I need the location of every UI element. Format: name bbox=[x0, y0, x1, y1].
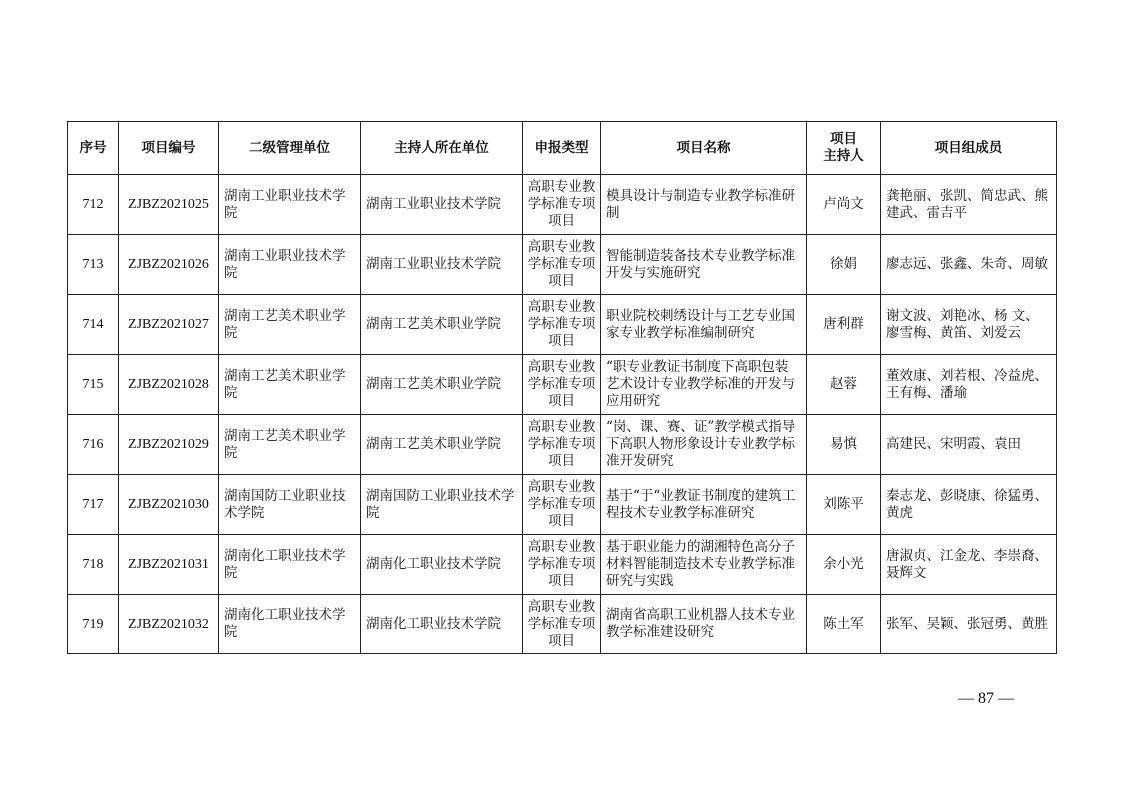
cell-host: 余小光 bbox=[807, 535, 881, 595]
cell-name: 湖南省高职工业机器人技术专业教学标准建设研究 bbox=[601, 595, 807, 654]
cell-mgmt-unit: 湖南国防工业职业技术学院 bbox=[219, 475, 361, 535]
cell-type: 高职专业教学标准专项项目 bbox=[523, 175, 601, 235]
header-seq: 序号 bbox=[68, 122, 119, 175]
cell-name: 职业院校刺绣设计与工艺专业国家专业教学标准编制研究 bbox=[601, 295, 807, 355]
cell-mgmt-unit: 湖南工艺美术职业学院 bbox=[219, 295, 361, 355]
cell-members: 唐淑贞、江金龙、李崇裔、聂辉文 bbox=[881, 535, 1057, 595]
cell-name: 基于职业能力的湖湘特色高分子材料智能制造技术专业教学标准研究与实践 bbox=[601, 535, 807, 595]
cell-type: 高职专业教学标准专项项目 bbox=[523, 535, 601, 595]
header-host-unit: 主持人所在单位 bbox=[361, 122, 523, 175]
header-name: 项目名称 bbox=[601, 122, 807, 175]
cell-code: ZJBZ2021025 bbox=[119, 175, 219, 235]
cell-code: ZJBZ2021032 bbox=[119, 595, 219, 654]
cell-code: ZJBZ2021029 bbox=[119, 415, 219, 475]
cell-type: 高职专业教学标准专项项目 bbox=[523, 595, 601, 654]
cell-members: 廖志远、张鑫、朱奇、周敏 bbox=[881, 235, 1057, 295]
cell-mgmt-unit: 湖南工艺美术职业学院 bbox=[219, 355, 361, 415]
cell-host-unit: 湖南化工职业技术学院 bbox=[361, 595, 523, 654]
cell-name: 模具设计与制造专业教学标准研制 bbox=[601, 175, 807, 235]
table-row bbox=[68, 475, 1057, 535]
cell-members: 张军、吴颖、张冠勇、黄胜 bbox=[881, 595, 1057, 654]
cell-type: 高职专业教学标准专项项目 bbox=[523, 235, 601, 295]
cell-mgmt-unit: 湖南化工职业技术学院 bbox=[219, 595, 361, 654]
cell-host-unit: 湖南化工职业技术学院 bbox=[361, 535, 523, 595]
header-code: 项目编号 bbox=[119, 122, 219, 175]
table-row bbox=[68, 175, 1057, 235]
table-row bbox=[68, 535, 1057, 595]
table-row bbox=[68, 355, 1057, 415]
cell-seq: 713 bbox=[68, 235, 119, 295]
cell-members: 谢文波、刘艳冰、杨 文、廖雪梅、黄笛、刘爱云 bbox=[881, 295, 1057, 355]
cell-host: 唐利群 bbox=[807, 295, 881, 355]
cell-type: 高职专业教学标准专项项目 bbox=[523, 355, 601, 415]
page-number: — 87 — bbox=[958, 690, 1014, 707]
cell-host-unit: 湖南工业职业技术学院 bbox=[361, 175, 523, 235]
table-row bbox=[68, 235, 1057, 295]
table-row bbox=[68, 595, 1057, 654]
cell-host: 卢尚文 bbox=[807, 175, 881, 235]
cell-seq: 718 bbox=[68, 535, 119, 595]
table-row bbox=[68, 295, 1057, 355]
cell-host-unit: 湖南工艺美术职业学院 bbox=[361, 355, 523, 415]
cell-code: ZJBZ2021030 bbox=[119, 475, 219, 535]
cell-code: ZJBZ2021031 bbox=[119, 535, 219, 595]
cell-type: 高职专业教学标准专项项目 bbox=[523, 415, 601, 475]
cell-host: 陈土军 bbox=[807, 595, 881, 654]
header-type: 申报类型 bbox=[523, 122, 601, 175]
cell-host: 刘陈平 bbox=[807, 475, 881, 535]
project-table bbox=[67, 121, 1057, 654]
cell-name: 智能制造装备技术专业教学标准开发与实施研究 bbox=[601, 235, 807, 295]
cell-name: “岗、课、赛、证”教学模式指导下高职人物形象设计专业教学标准开发研究 bbox=[601, 415, 807, 475]
cell-mgmt-unit: 湖南工业职业技术学院 bbox=[219, 235, 361, 295]
cell-mgmt-unit: 湖南化工职业技术学院 bbox=[219, 535, 361, 595]
cell-host-unit: 湖南工艺美术职业学院 bbox=[361, 415, 523, 475]
cell-code: ZJBZ2021028 bbox=[119, 355, 219, 415]
cell-host-unit: 湖南工业职业技术学院 bbox=[361, 235, 523, 295]
cell-name: 基于“于“业教证书制度的建筑工程技术专业教学标准研究 bbox=[601, 475, 807, 535]
cell-host-unit: 湖南国防工业职业技术学院 bbox=[361, 475, 523, 535]
cell-seq: 714 bbox=[68, 295, 119, 355]
table-row bbox=[68, 415, 1057, 475]
cell-type: 高职专业教学标准专项项目 bbox=[523, 295, 601, 355]
header-mgmt-unit: 二级管理单位 bbox=[219, 122, 361, 175]
cell-members: 龚艳丽、张凯、简忠武、熊建武、雷吉平 bbox=[881, 175, 1057, 235]
cell-members: 高建民、宋明霞、袁田 bbox=[881, 415, 1057, 475]
cell-type: 高职专业教学标准专项项目 bbox=[523, 475, 601, 535]
cell-seq: 715 bbox=[68, 355, 119, 415]
cell-seq: 719 bbox=[68, 595, 119, 654]
header-host: 项目 主持人 bbox=[807, 122, 881, 175]
cell-code: ZJBZ2021027 bbox=[119, 295, 219, 355]
cell-host: 徐娟 bbox=[807, 235, 881, 295]
cell-members: 秦志龙、彭晓康、徐猛勇、黄虎 bbox=[881, 475, 1057, 535]
cell-seq: 712 bbox=[68, 175, 119, 235]
cell-host-unit: 湖南工艺美术职业学院 bbox=[361, 295, 523, 355]
cell-code: ZJBZ2021026 bbox=[119, 235, 219, 295]
cell-host: 赵蓉 bbox=[807, 355, 881, 415]
cell-name: “职专业教证书制度下高职包装艺术设计专业教学标准的开发与应用研究 bbox=[601, 355, 807, 415]
cell-seq: 716 bbox=[68, 415, 119, 475]
cell-mgmt-unit: 湖南工业职业技术学院 bbox=[219, 175, 361, 235]
cell-seq: 717 bbox=[68, 475, 119, 535]
cell-host: 易慎 bbox=[807, 415, 881, 475]
document-page bbox=[67, 121, 1056, 654]
table-header-row bbox=[68, 122, 1057, 175]
cell-members: 董效康、刘若根、冷益虎、王有梅、潘瑜 bbox=[881, 355, 1057, 415]
header-members: 项目组成员 bbox=[881, 122, 1057, 175]
cell-mgmt-unit: 湖南工艺美术职业学院 bbox=[219, 415, 361, 475]
